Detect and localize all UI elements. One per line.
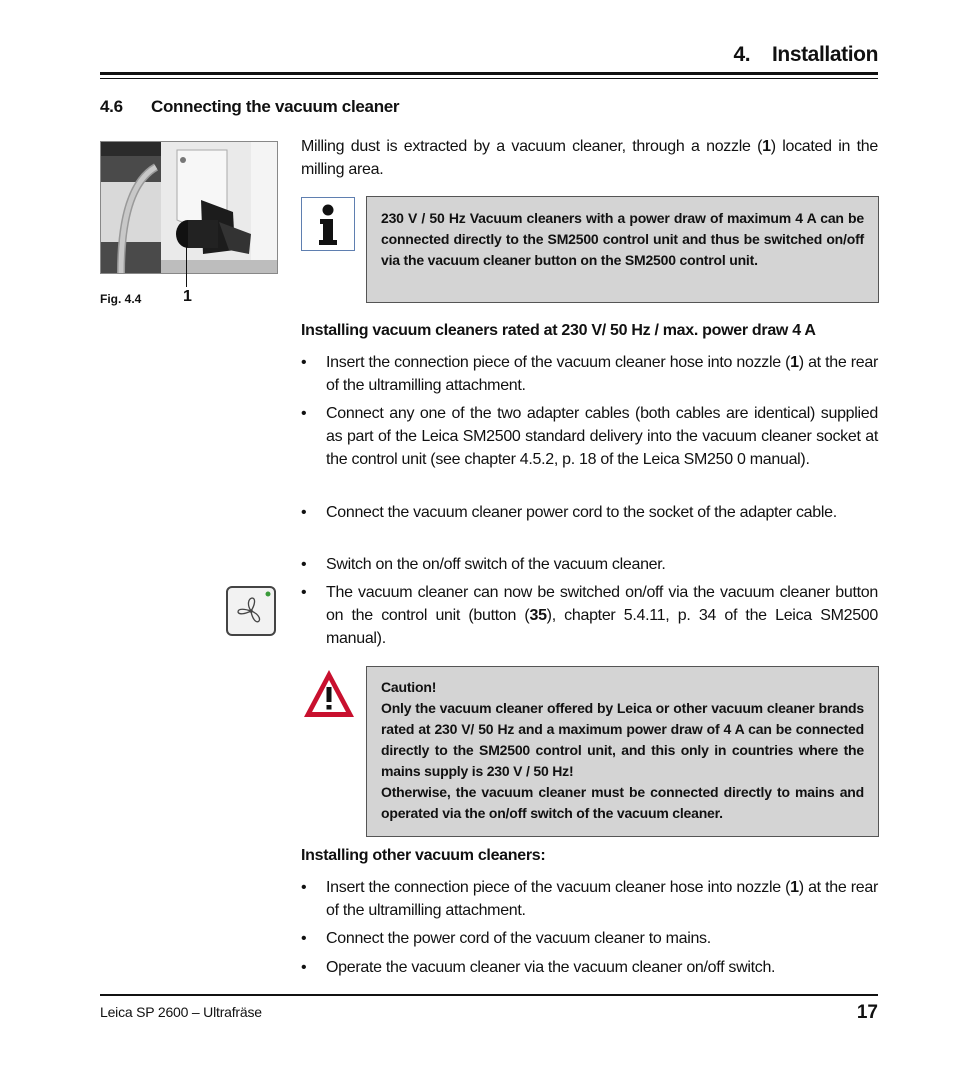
list-item [326, 927, 878, 950]
list-item-ref: 1 [790, 354, 799, 371]
info-icon [301, 197, 355, 251]
figure-callout-number: 1 [183, 288, 192, 305]
list-item-ref: 1 [790, 879, 799, 896]
info-note-text: 230 V / 50 Hz Vacuum cleaners with a power draw of maximum 4 A can be connected directly to the SM2500 control unit and thus be switched on/off via the vacuum cleaner button on the SM2500 control unit. [381, 210, 864, 268]
bullet-dot: • [301, 354, 307, 371]
vacuum-nozzle-illustration [101, 142, 277, 273]
list-item-text: Connect the vacuum cleaner power cord to the socket of the adapter cable. [326, 504, 837, 521]
intro-text-after: ) located in the milling area. [301, 138, 878, 178]
list-item-text: Insert the connection piece of the vacuum cleaner hose into nozzle ( [326, 354, 791, 371]
list-item [326, 876, 878, 922]
caution-paragraph-1: Only the vacuum cleaner offered by Leica or other vacuum cleaner brands rated at 230 V/ 50 Hz and a maximum power draw of 4 A can be connected directly to the SM2500 control unit, and this only in countries where the mains supply is 230 V / 50 Hz! [381, 700, 864, 779]
list-item-text: Operate the vacuum cleaner via the vacuum cleaner on/off switch. [326, 959, 776, 976]
bullet-dot: • [301, 879, 307, 896]
vacuum-nozzle-photo [100, 141, 278, 274]
list-item-text: ) at the rear of the ultramilling attachment. [326, 354, 878, 394]
list-item [326, 351, 878, 397]
info-note-box [366, 196, 879, 303]
bullet-dot: • [301, 930, 307, 947]
intro-ref: 1 [762, 138, 771, 155]
fan-button-icon [226, 586, 276, 636]
caution-paragraph-2: Otherwise, the vacuum cleaner must be connected directly to mains and operated via the on/off switch of the vacuum cleaner. [381, 784, 864, 821]
footer-rule [100, 994, 878, 996]
intro-paragraph [301, 135, 878, 181]
figure-label: Fig. 4.4 [100, 292, 142, 306]
section-title: Connecting the vacuum cleaner [151, 97, 400, 116]
bullet-dot: • [301, 556, 307, 573]
list-item-text: Connect the power cord of the vacuum cleaner to mains. [326, 930, 711, 947]
list-item-text: Switch on the on/off switch of the vacuum cleaner. [326, 556, 666, 573]
chapter-title: 4. Installation [733, 43, 878, 66]
list-item [326, 402, 878, 471]
subheading-230v: Installing vacuum cleaners rated at 230 V/ 50 Hz / max. power draw 4 A [301, 322, 816, 339]
list-item-text: ), chapter 5.4.11, p. 34 of the Leica SM2500 manual). [326, 607, 878, 647]
caution-title: Caution! [381, 679, 437, 695]
list-item-ref: 35 [529, 607, 547, 624]
bullet-dot: • [301, 959, 307, 976]
section-number: 4.6 [100, 97, 123, 116]
list-item-text: Connect any one of the two adapter cables (both cables are identical) supplied as part of the Leica SM2500 standard delivery into the vacuum cleaner socket at the control unit (see chapter 4.5.2, p. 18 of the Leica SM250 0 manual). [326, 405, 878, 468]
header-rule [100, 72, 878, 75]
bullet-dot: • [301, 405, 307, 422]
list-item [326, 553, 878, 576]
page-number: 17 [856, 1002, 878, 1023]
list-item [326, 501, 878, 524]
warning-triangle-icon [301, 667, 357, 721]
list-item [326, 581, 878, 650]
list-item-text: The vacuum cleaner can now be switched on/off via the vacuum cleaner button on the control unit (button ( [326, 584, 878, 624]
bullet-dot: • [301, 504, 307, 521]
callout-line [186, 245, 187, 287]
subheading-other: Installing other vacuum cleaners: [301, 847, 546, 864]
header-rule-thin [100, 78, 878, 79]
caution-note-box [366, 666, 879, 837]
list-item [326, 956, 878, 979]
intro-text-before: Milling dust is extracted by a vacuum cleaner, through a nozzle ( [301, 138, 763, 155]
bullet-dot: • [301, 584, 307, 601]
list-item-text: ) at the rear of the ultramilling attachment. [326, 879, 878, 919]
footer-document-title: Leica SP 2600 – Ultrafräse [100, 1004, 262, 1020]
list-item-text: Insert the connection piece of the vacuum cleaner hose into nozzle ( [326, 879, 791, 896]
